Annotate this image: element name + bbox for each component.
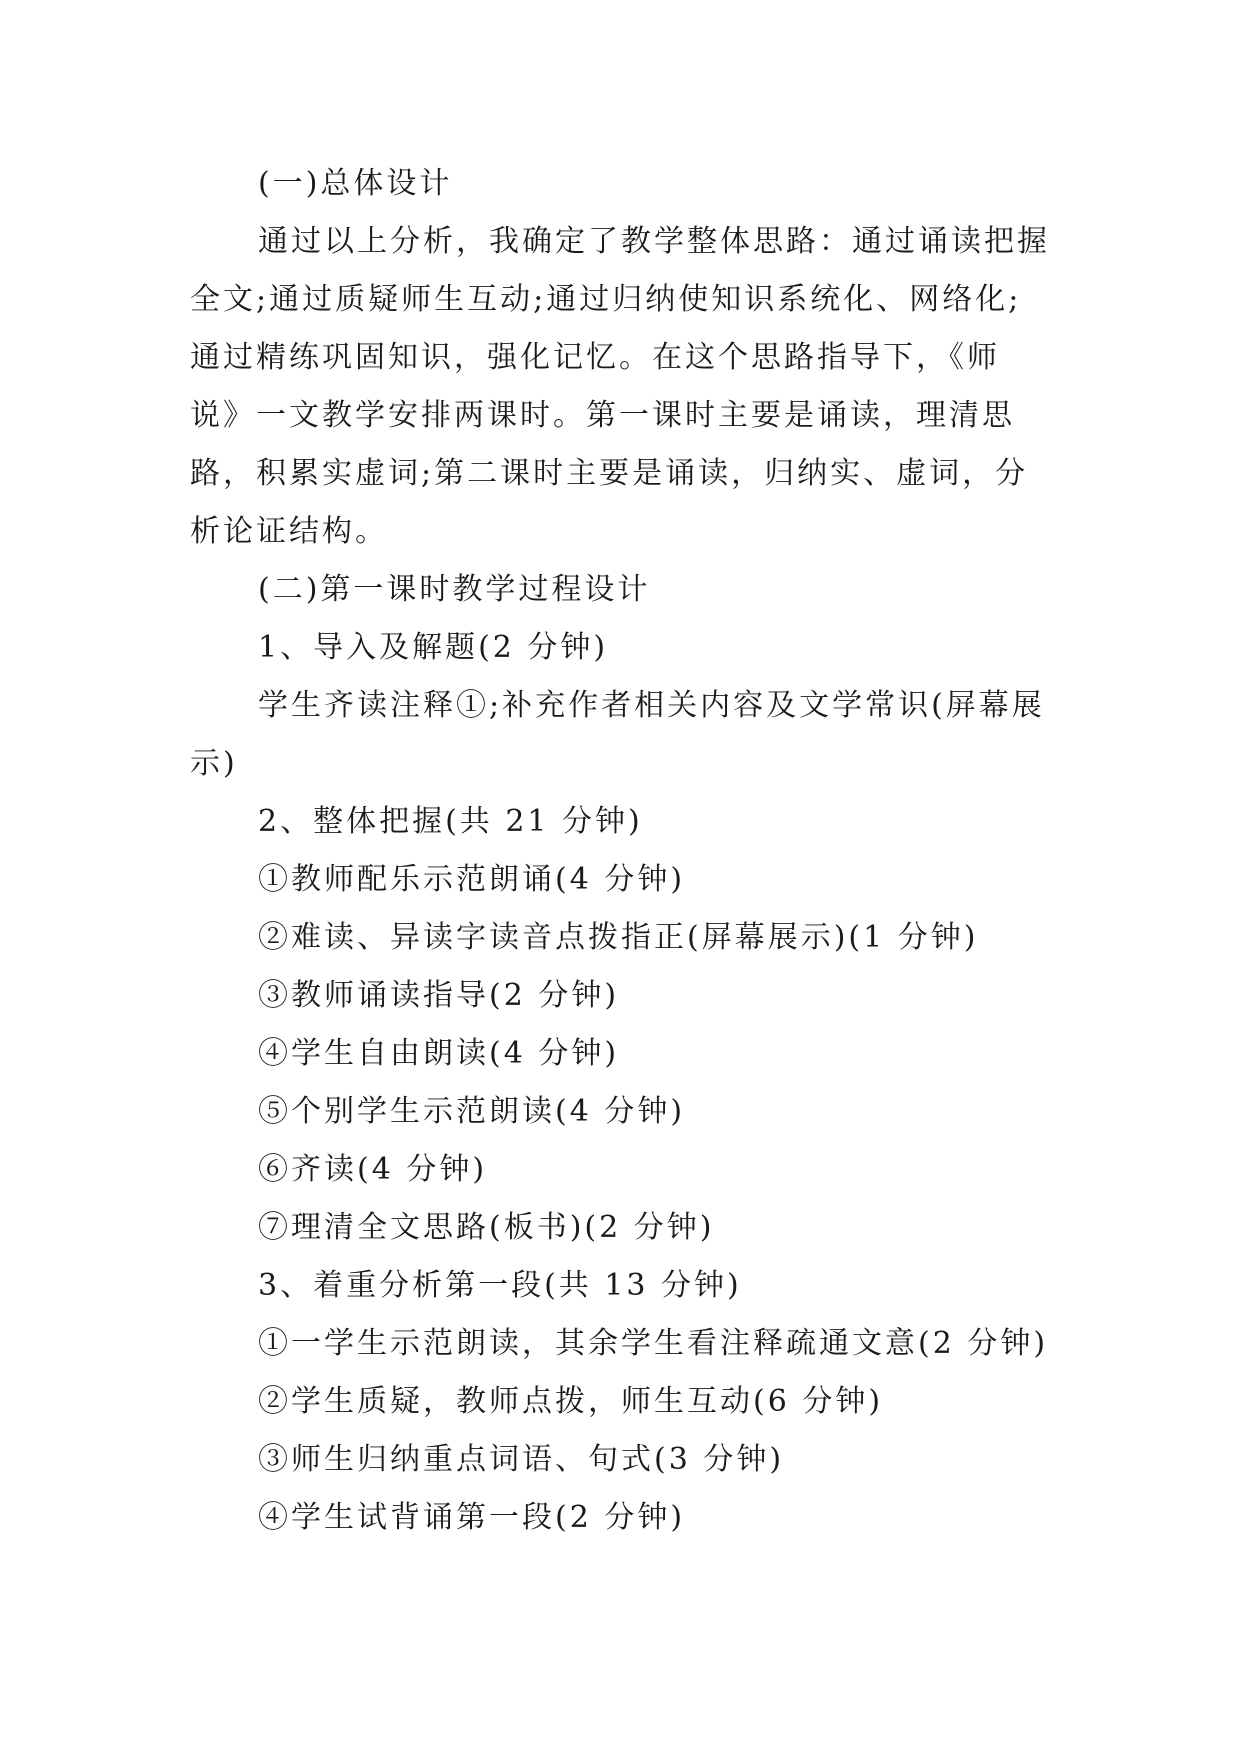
list-item: ①教师配乐示范朗诵(4 分钟) — [258, 862, 686, 897]
step-3-first-paragraph-analysis: 3、着重分析第一段(共 13 分钟) — [258, 1268, 742, 1303]
step-2-overall-grasp: 2、整体把握(共 21 分钟) — [258, 804, 643, 839]
section-heading-first-lesson: (二)第一课时教学过程设计 — [258, 572, 651, 607]
list-item: ③教师诵读指导(2 分钟) — [258, 978, 620, 1013]
step-1-detail: 学生齐读注释①;补充作者相关内容及文学常识(屏幕展示) — [190, 688, 1045, 781]
list-item: ①一学生示范朗读，其余学生看注释疏通文意(2 分钟) — [258, 1326, 1049, 1361]
step-1-introduction: 1、导入及解题(2 分钟) — [258, 630, 609, 665]
paragraph-teaching-approach: 通过以上分析，我确定了教学整体思路：通过诵读把握全文;通过质疑师生互动;通过归纳使知识系统化、网络化;通过精练巩固知识，强化记忆。在这个思路指导下，《师说》一文教学安排两课时。第一课时主要是诵读，理清思路，积累实虚词;第二课时主要是诵读，归纳实、虚词，分析论证结构。 — [190, 224, 1050, 549]
list-item: ④学生自由朗读(4 分钟) — [258, 1036, 620, 1071]
document-body — [190, 155, 1050, 1547]
list-item: ⑥齐读(4 分钟) — [258, 1152, 488, 1187]
section-heading-overall-design: (一)总体设计 — [258, 166, 453, 201]
list-item: ②难读、异读字读音点拨指正(屏幕展示)(1 分钟) — [258, 920, 979, 955]
list-item: ④学生试背诵第一段(2 分钟) — [258, 1500, 686, 1535]
list-item: ②学生质疑，教师点拨，师生互动(6 分钟) — [258, 1384, 884, 1419]
list-item: ⑤个别学生示范朗读(4 分钟) — [258, 1094, 686, 1129]
list-item: ③师生归纳重点词语、句式(3 分钟) — [258, 1442, 785, 1477]
list-item: ⑦理清全文思路(板书)(2 分钟) — [258, 1210, 715, 1245]
